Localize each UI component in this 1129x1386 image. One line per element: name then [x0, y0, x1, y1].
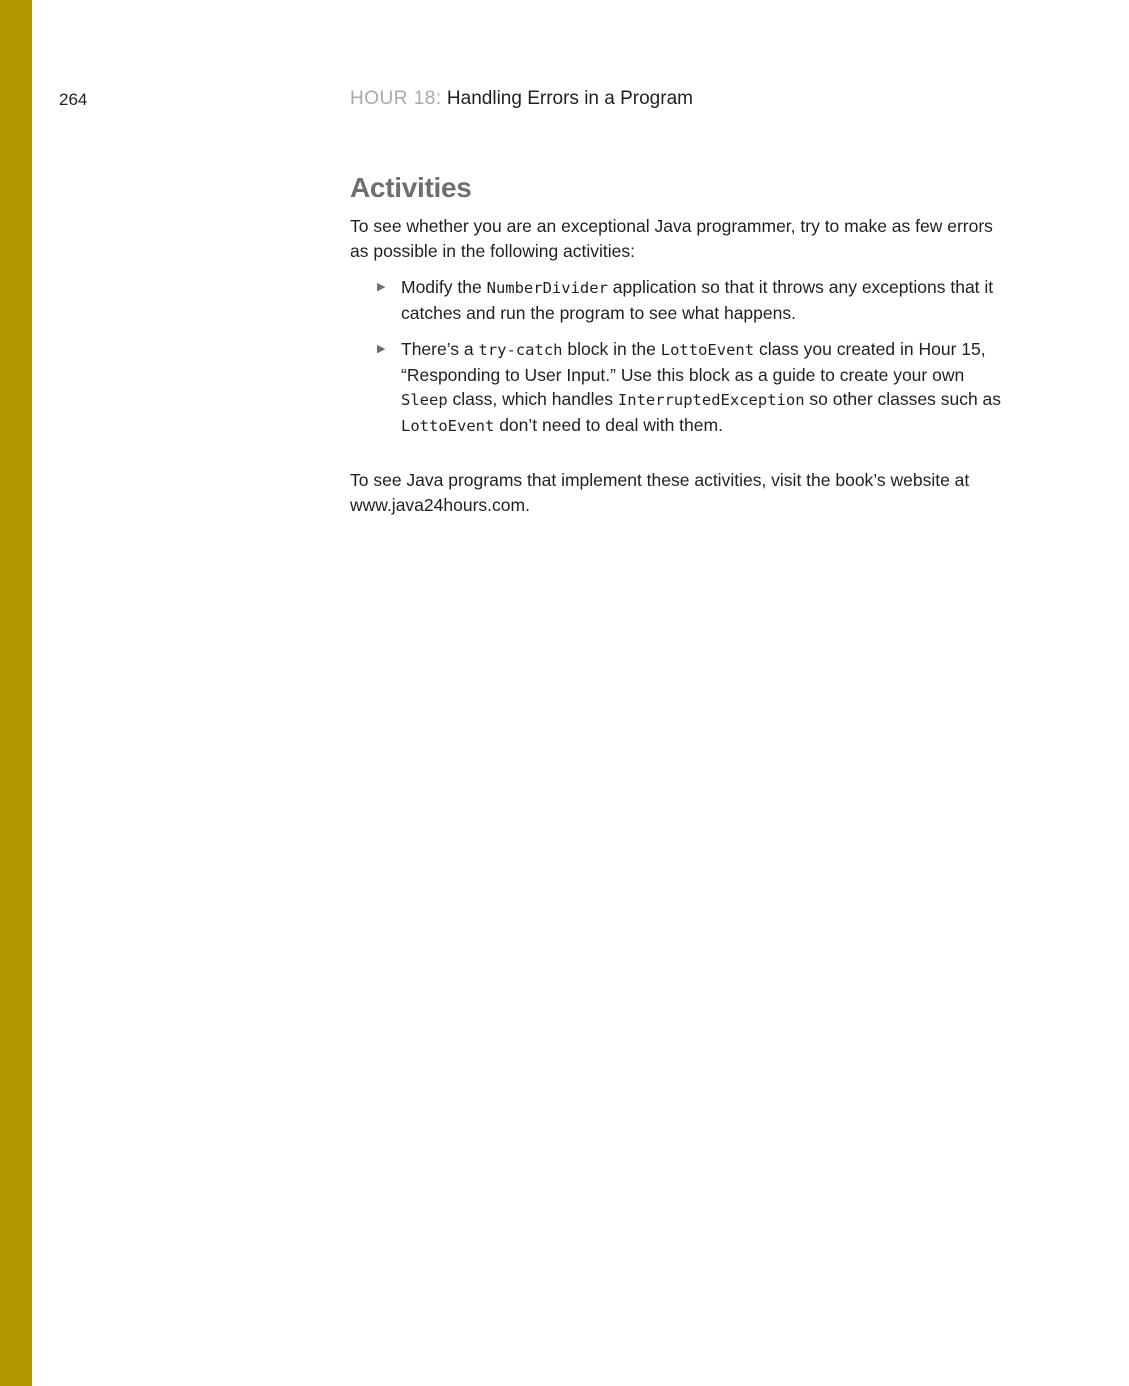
list-item-text: There’s a try-catch block in the LottoEvent class you created in Hour 15, “Responding to User Input.” Use this block as a guide to create your own Sleep class, which handles InterruptedException so other classes such as LottoEvent don’t need to deal with them. [401, 339, 1002, 435]
chapter-title: Handling Errors in a Program [446, 88, 693, 109]
running-head [350, 88, 693, 110]
inline-code: try-catch [478, 341, 563, 359]
triangle-bullet-icon: ▶ [377, 343, 386, 355]
main-content [350, 172, 1010, 517]
inline-code: LottoEvent [401, 416, 495, 435]
activities-list [350, 275, 1010, 438]
hour-label: HOUR 18: [350, 88, 442, 109]
inline-code: InterruptedException [617, 391, 805, 409]
list-item [377, 275, 1010, 325]
triangle-bullet-icon: ▶ [377, 281, 386, 293]
intro-paragraph: To see whether you are an exceptional Java programmer, try to make as few errors as possible in the following activities: [350, 216, 993, 261]
inline-code: NumberDivider [486, 279, 608, 297]
inline-code: Sleep [401, 391, 448, 409]
list-item-text: Modify the NumberDivider application so that it throws any exceptions that it catches and run the program to see what happens. [401, 277, 994, 323]
page-number: 264 [59, 90, 88, 109]
sidebar-accent-bar [0, 0, 32, 1386]
section-title: Activities [350, 172, 472, 203]
inline-code: LottoEvent [660, 341, 755, 359]
closing-paragraph: To see Java programs that implement these activities, visit the book’s website at www.java24hours.com. [350, 470, 970, 515]
list-item [377, 337, 1010, 438]
